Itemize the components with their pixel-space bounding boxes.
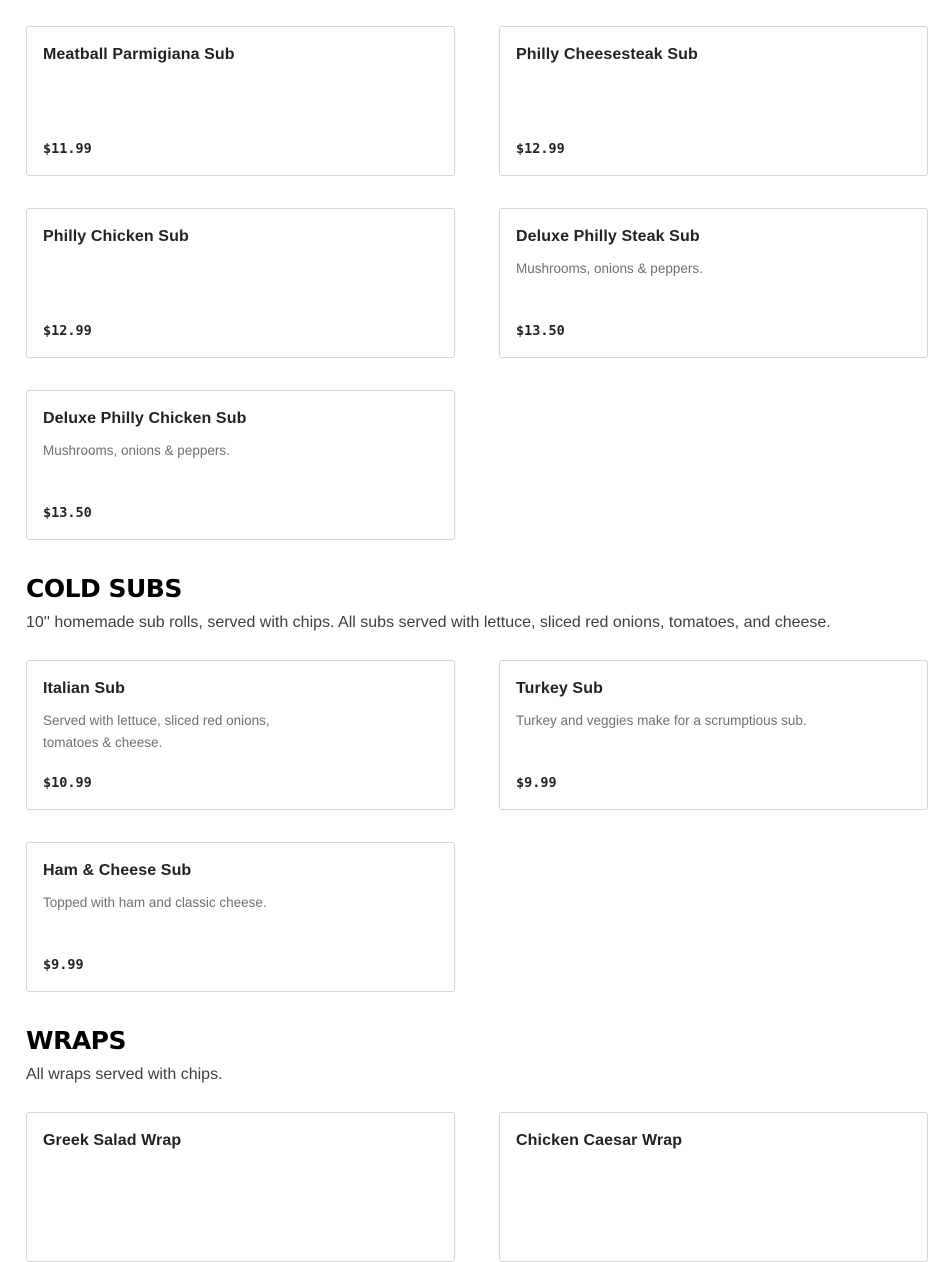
menu-item-name: Meatball Parmigiana Sub [43, 46, 235, 63]
menu-item-name: Greek Salad Wrap [43, 1132, 182, 1149]
section-title-cold-subs: COLD SUBS [26, 574, 182, 603]
menu-item-name: Deluxe Philly Steak Sub [516, 228, 700, 245]
menu-item-price: $11.99 [43, 141, 92, 157]
menu-item-card[interactable] [499, 208, 928, 358]
menu-item-card[interactable] [26, 1112, 455, 1262]
menu-item-card[interactable] [499, 1112, 928, 1262]
menu-item-name: Italian Sub [43, 680, 125, 697]
menu-item-card[interactable] [499, 660, 928, 810]
menu-item-price: $9.99 [43, 957, 84, 973]
menu-item-name: Ham & Cheese Sub [43, 862, 192, 879]
menu-item-description: Mushrooms, onions & peppers. [43, 443, 230, 458]
menu-item-price: $10.99 [43, 775, 92, 791]
menu-item-name: Deluxe Philly Chicken Sub [43, 410, 247, 427]
menu-item-card[interactable] [26, 842, 455, 992]
menu-item-name: Philly Chicken Sub [43, 228, 189, 245]
menu-item-card[interactable] [26, 26, 455, 176]
menu-item-name: Turkey Sub [516, 680, 603, 697]
menu-item-description: Turkey and veggies make for a scrumptious sub. [516, 713, 807, 728]
menu-item-name: Philly Cheesesteak Sub [516, 46, 698, 63]
menu-item-card[interactable] [499, 26, 928, 176]
menu-item-description: Served with lettuce, sliced red onions, tomatoes & cheese. [43, 713, 270, 750]
menu-item-description: Topped with ham and classic cheese. [43, 895, 267, 910]
menu-item-price: $13.50 [516, 323, 565, 339]
section-description-wraps: All wraps served with chips. [26, 1066, 223, 1083]
menu-item-price: $13.50 [43, 505, 92, 521]
menu-item-card[interactable] [26, 208, 455, 358]
section-description-cold-subs: 10'' homemade sub rolls, served with chips. All subs served with lettuce, sliced red onions, tomatoes, and cheese. [26, 614, 831, 631]
menu-item-price: $9.99 [516, 775, 557, 791]
menu-item-price: $12.99 [516, 141, 565, 157]
menu-item-card[interactable] [26, 660, 455, 810]
section-title-wraps: WRAPS [26, 1026, 127, 1055]
menu-item-price: $12.99 [43, 323, 92, 339]
menu-item-description: Mushrooms, onions & peppers. [516, 261, 703, 276]
menu-item-name: Chicken Caesar Wrap [516, 1132, 683, 1149]
menu-item-card[interactable] [26, 390, 455, 540]
